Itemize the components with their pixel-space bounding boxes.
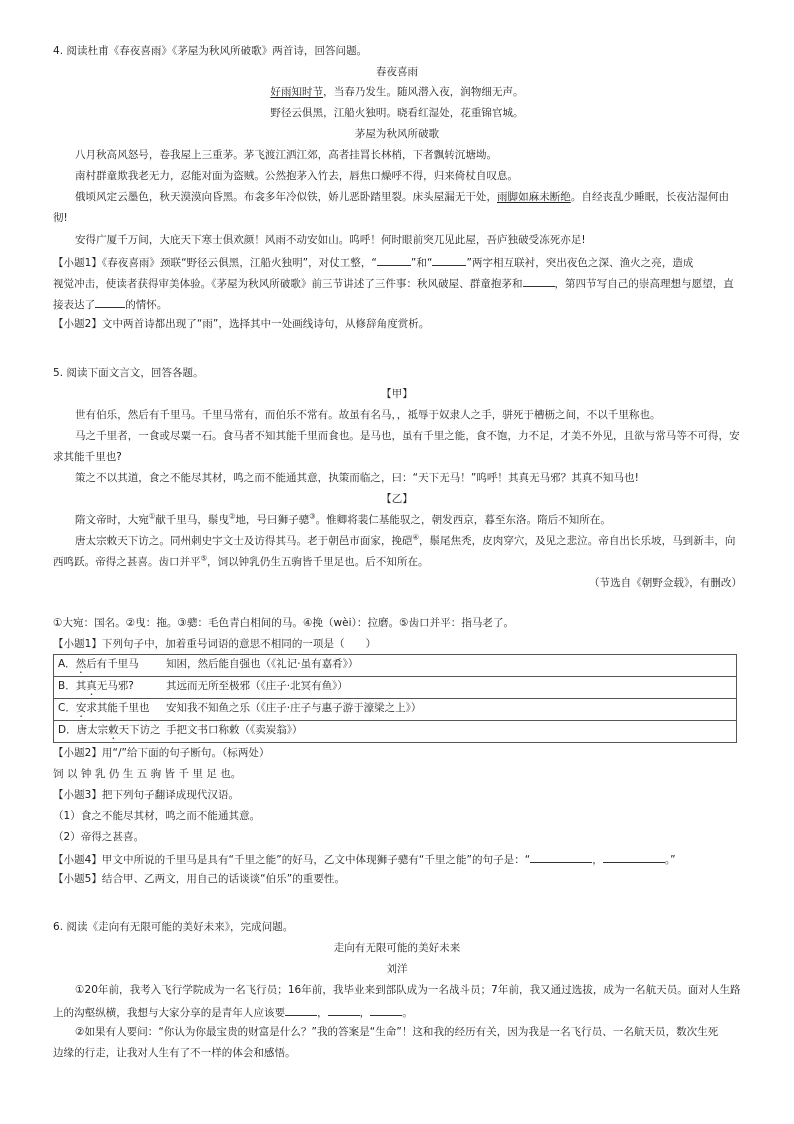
answer-blank[interactable] <box>530 851 592 863</box>
poem2-para1: 八月秋高风怒号，卷我屋上三重茅。茅飞渡江洒江郊，高者挂罥长林梢，下者飘转沉塘坳。 <box>75 149 497 161</box>
q5-sub4: 【小题4】甲文中所说的千里马是具有“千里之能”的好马，乙文中体现狮子骢有“千里之能”的句子是：“ ， 。” <box>53 851 676 867</box>
q5-sub2: 【小题2】用“/”给下面的句子断句。（标两处） <box>53 747 270 759</box>
q5-sub5: 【小题5】结合甲、乙两文，用自己的话谈谈“伯乐”的重要性。 <box>53 873 346 885</box>
q5-sub3-item2: （2）帝得之甚喜。 <box>53 831 145 843</box>
jia-para1: 世有伯乐，然后有千里马。千里马常有，而伯乐不常有。故虽有名马，，祗辱于奴隶人之手，骈死于槽枥之间，不以千里称也。 <box>75 409 661 421</box>
article-para1-cont: 上的沟壑纵横，我想与大家分享的是青年人应该要 ， ， 。 <box>53 1004 413 1020</box>
passage-yi-label: 【乙】 <box>381 493 413 505</box>
answer-blank[interactable] <box>285 1004 317 1016</box>
jia-para2-cont: 求其能千里也? <box>53 451 122 463</box>
poem2-title: 茅屋为秋风所破歌 <box>354 128 440 140</box>
answer-blank[interactable] <box>377 254 411 266</box>
q5-sub3: 【小题3】把下列句子翻译成现代汉语。 <box>53 789 240 801</box>
yi-para1: 隋文帝时，大宛①献千里马，鬃曳②地，号曰狮子骢③。惟卿将裴仁基能驭之，朝发西京，暮至东洛。隋后不知所在。 <box>75 512 611 526</box>
source-citation: （节选自《朝野佥载》，有删改） <box>589 577 742 589</box>
answer-blank[interactable] <box>95 296 125 308</box>
options-table <box>53 654 737 743</box>
answer-blank[interactable] <box>523 275 555 287</box>
q4-prompt: 4. 阅读杜甫《春夜喜雨》《茅屋为秋风所破歌》两首诗，回答问题。 <box>53 45 368 57</box>
option-b[interactable]: B．其真无马邪? 其远而无所至极邪（《庄子·北冥有鱼》） <box>54 677 737 699</box>
note-marker: ② <box>229 512 236 521</box>
q5-sub3-item1: （1）食之不能尽其材，鸣之而不能通其意。 <box>53 810 261 822</box>
jia-para2: 马之千里者，一食或尽粟一石。食马者不知其能千里而食也。是马也，虽有千里之能，食不饱，力不足，才美不外见，且欲与常马等不可得，安 <box>75 430 740 442</box>
footnotes: ①大宛：国名。②曳：拖。③骢：毛色青白相间的马。④挽（wèi）：拉磨。⑤齿口并平：指马老了。 <box>53 617 515 629</box>
answer-blank[interactable] <box>328 1004 360 1016</box>
q6-prompt: 6. 阅读《走向有无限可能的美好未来》，完成问题。 <box>53 921 294 933</box>
option-d[interactable]: D．唐太宗敕天下访之 手把文书口称敕（《卖炭翁》） <box>54 721 737 743</box>
poem1-underlined-line: 好雨知时节 <box>270 86 324 98</box>
q4-sub2: 【小题2】文中两首诗都出现了“雨”，选择其中一处画线诗句，从修辞角度赏析。 <box>53 318 430 330</box>
poem1-line2: 野径云俱黑，江船火独明。晓看红湿处，花重锦官城。 <box>270 107 524 119</box>
passage-jia-label: 【甲】 <box>381 388 413 400</box>
article-para2: ②如果有人要问：“你认为你最宝贵的财富是什么？”我的答案是“生命”！这和我的经历有关，因为我是一名飞行员、一名航天员，数次生死 <box>75 1026 719 1038</box>
q5-sub1: 【小题1】下列句子中，加着重号词语的意思不相同的一项是（ ） <box>53 638 377 650</box>
poem2-para3-cont: 彻! <box>53 212 68 224</box>
poem1-line1: 好雨知时节，当春乃发生。随风潜入夜，润物细无声。 <box>270 86 524 98</box>
answer-blank[interactable] <box>432 254 466 266</box>
note-marker: ③ <box>309 512 316 521</box>
emphasized-word: 安 <box>75 701 87 714</box>
answer-blank[interactable] <box>370 1004 402 1016</box>
option-a[interactable]: A．然后有千里马 知困，然后能自强也（《礼记·虽有嘉肴》） <box>54 655 737 677</box>
poem2-para2: 南村群童欺我老无力，忍能对面为盗贼。公然抱茅入竹去，唇焦口燥呼不得，归来倚杖自叹息。 <box>75 170 519 182</box>
q5-sub2-sentence: 饲 以 钟 乳 仍 生 五 驹 皆 千 里 足 也。 <box>53 768 242 780</box>
note-marker: ④ <box>412 533 419 542</box>
emphasized-word: 真 <box>86 679 97 692</box>
note-marker: ① <box>148 512 156 521</box>
emphasized-word: 然 <box>75 657 87 670</box>
note-marker: ⑤ <box>200 554 208 563</box>
poem1-title: 春夜喜雨 <box>375 66 419 78</box>
emphasized-word: 敕 <box>108 723 119 736</box>
q4-sub1-line3: 接表达了 的情怀。 <box>53 296 167 312</box>
poem2-underlined-line: 雨脚如麻未断绝 <box>497 191 571 203</box>
yi-para2: 唐太宗敕天下访之。同州刺史宇文士及访得其马。老于朝邑市面家，挽硙④，鬃尾焦秃，皮肉穿穴，及见之悲泣。帝自出长乐坡，马到新丰，向 <box>75 533 736 547</box>
q4-sub1-line1: 【小题1】《春夜喜雨》颈联“野径云俱黑，江船火独明”，对仗工整，“ ”和“ ”两字相互联衬，突出夜色之深、渔火之亮，造成 <box>53 254 693 270</box>
poem2-para3: 俄顷风定云墨色，秋天漠漠向昏黑。布衾多年冷似铁，娇儿恶卧踏里裂。床头屋漏无干处，雨脚如麻未断绝。自经丧乱少睡眠，长夜沾湿何由 <box>75 191 730 203</box>
article-title: 走向有无限可能的美好未来 <box>333 942 461 954</box>
article-para1: ①20年前，我考入飞行学院成为一名飞行员；16年前，我毕业来到部队成为一名战斗员；7年前，我又通过选拔，成为一名航天员。面对人生路 <box>75 984 741 996</box>
option-c[interactable]: C．安求其能千里也 安知我不知鱼之乐（《庄子·庄子与惠子游于濠梁之上》） <box>54 699 737 721</box>
q4-sub1-line2: 视觉冲击，使读者获得审美体验。《茅屋为秋风所破歌》前三节讲述了三件事：秋风破屋、群童抱茅和 ，第四节写自己的崇高理想与愿望，直 <box>53 275 734 291</box>
jia-para3: 策之不以其道，食之不能尽其材，鸣之而不能通其意，执策而临之，曰：“天下无马！”呜呼！其真无马邪？其真不知马也! <box>75 472 639 484</box>
yi-para3: 西鸣跃。帝得之甚喜。齿口并平⑤，饲以钟乳仍生五驹皆千里足也。后不知所在。 <box>53 554 429 568</box>
poem2-para4: 安得广厦千万间，大庇天下寒士俱欢颜！风雨不动安如山。呜呼！何时眼前突兀见此屋，吾庐独破受冻死亦足! <box>75 234 586 246</box>
answer-blank[interactable] <box>603 851 665 863</box>
article-author: 刘洋 <box>386 963 408 975</box>
q5-prompt: 5. 阅读下面文言文，回答各题。 <box>53 367 204 379</box>
article-para2-cont: 边缘的行走，让我对人生有了不一样的体会和感悟。 <box>53 1047 296 1059</box>
